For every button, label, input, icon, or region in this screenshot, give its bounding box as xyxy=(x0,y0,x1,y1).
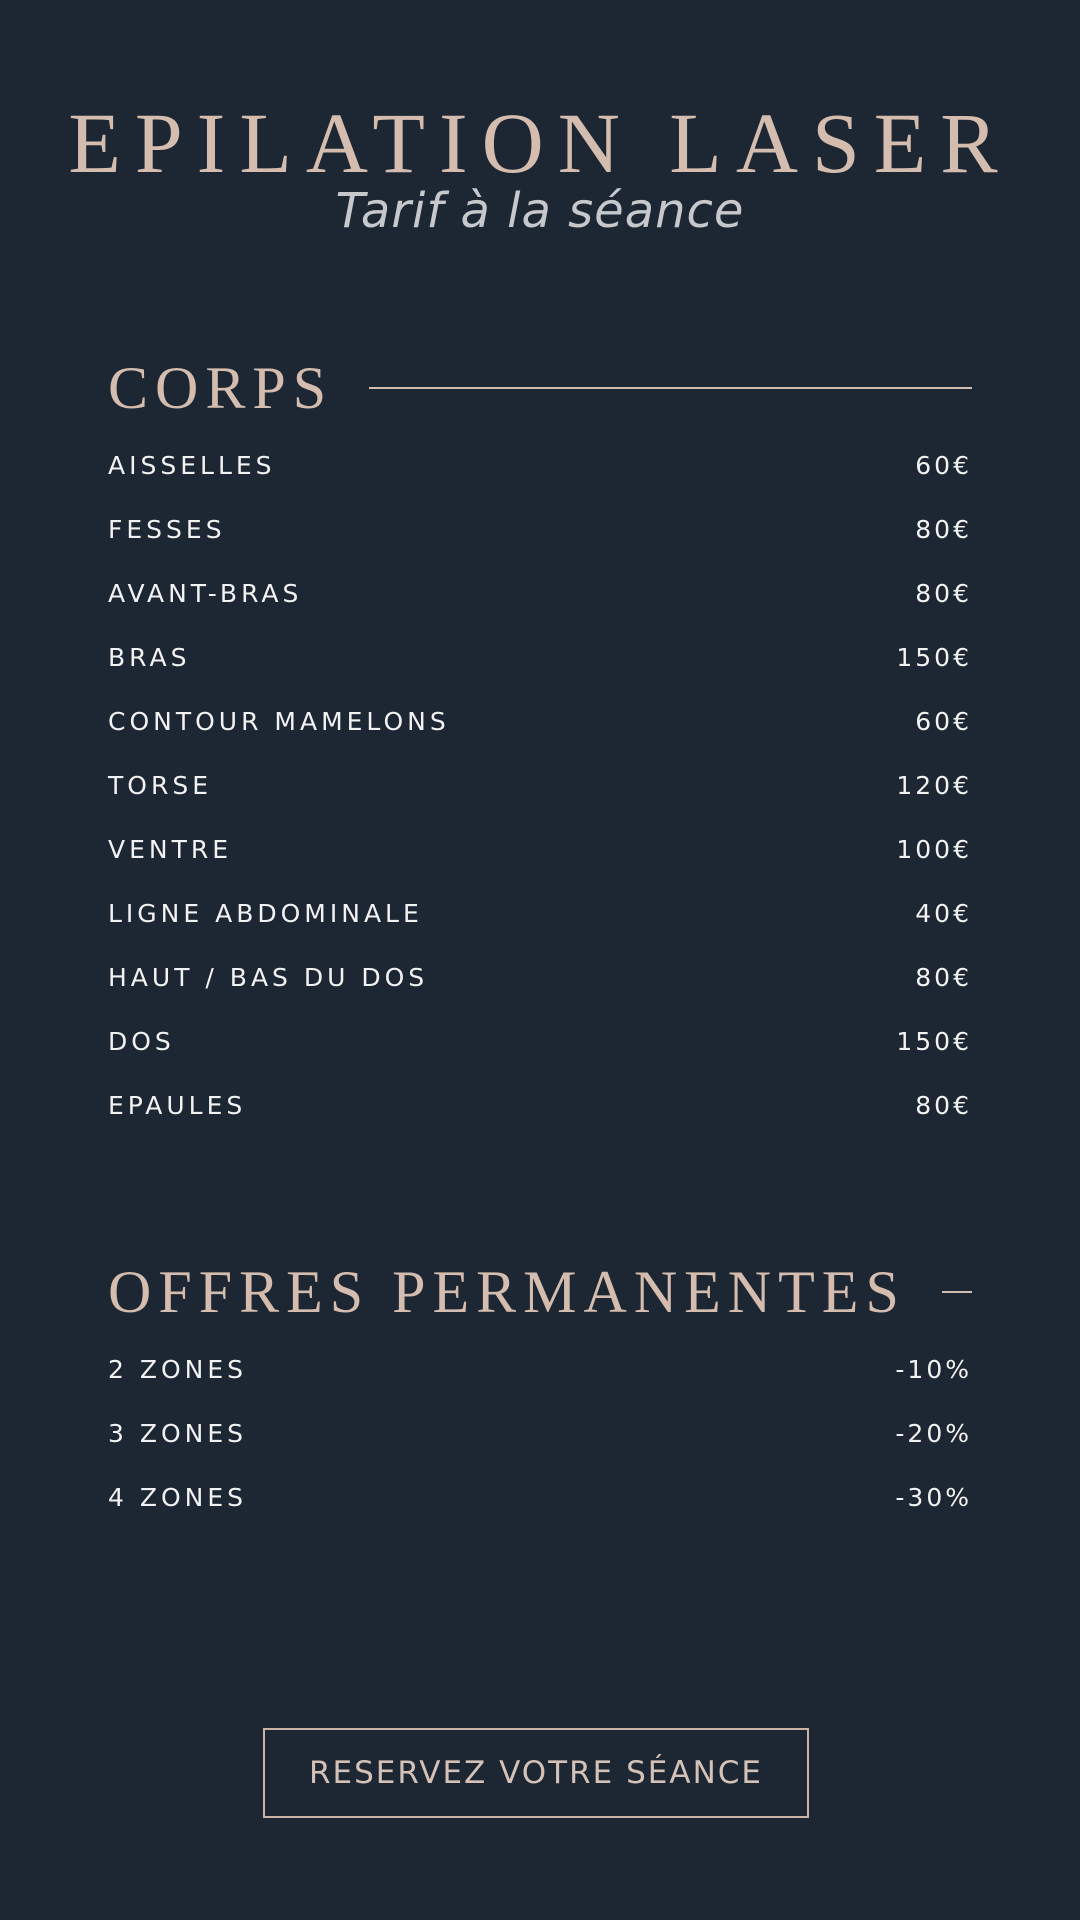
offer-row xyxy=(108,1337,972,1401)
item-price: 80€ xyxy=(915,962,972,992)
price-row xyxy=(108,561,972,625)
item-price: 60€ xyxy=(915,450,972,480)
section-title-offres: OFFRES PERMANENTES xyxy=(108,1259,906,1325)
item-price: 150€ xyxy=(896,1026,972,1056)
page-title: EPILATION LASER xyxy=(68,95,1012,191)
offer-label: 2 ZONES xyxy=(108,1354,248,1384)
item-price: 80€ xyxy=(915,578,972,608)
section-header-corps xyxy=(108,348,972,428)
price-row xyxy=(108,433,972,497)
item-label: DOS xyxy=(108,1026,175,1056)
section-title-corps: CORPS xyxy=(108,355,334,421)
offres-price-list xyxy=(108,1337,972,1529)
offer-discount: -10% xyxy=(895,1354,972,1384)
offer-label: 3 ZONES xyxy=(108,1418,248,1448)
item-label: LIGNE ABDOMINALE xyxy=(108,898,423,928)
item-price: 120€ xyxy=(896,770,972,800)
reserve-session-button[interactable]: RESERVEZ VOTRE SÉANCE xyxy=(263,1728,809,1818)
price-row xyxy=(108,817,972,881)
item-label: AISSELLES xyxy=(108,450,276,480)
section-header-offres xyxy=(108,1252,972,1332)
price-row xyxy=(108,689,972,753)
item-label: CONTOUR MAMELONS xyxy=(108,706,450,736)
item-label: TORSE xyxy=(108,770,212,800)
offer-label: 4 ZONES xyxy=(108,1482,248,1512)
price-row xyxy=(108,1073,972,1137)
item-price: 100€ xyxy=(896,834,972,864)
item-label: EPAULES xyxy=(108,1090,247,1120)
item-label: FESSES xyxy=(108,514,226,544)
item-label: VENTRE xyxy=(108,834,233,864)
page-subtitle: Tarif à la séance xyxy=(335,183,745,239)
item-price: 80€ xyxy=(915,514,972,544)
item-price: 80€ xyxy=(915,1090,972,1120)
price-row xyxy=(108,945,972,1009)
item-price: 60€ xyxy=(915,706,972,736)
item-label: AVANT-BRAS xyxy=(108,578,303,608)
item-price: 150€ xyxy=(896,642,972,672)
price-row xyxy=(108,625,972,689)
section-divider xyxy=(369,387,972,389)
item-label: BRAS xyxy=(108,642,191,672)
offer-discount: -30% xyxy=(895,1482,972,1512)
price-row xyxy=(108,1009,972,1073)
section-divider xyxy=(942,1291,972,1293)
offer-discount: -20% xyxy=(895,1418,972,1448)
offer-row xyxy=(108,1401,972,1465)
offer-row xyxy=(108,1465,972,1529)
price-row xyxy=(108,753,972,817)
item-label: HAUT / BAS DU DOS xyxy=(108,962,429,992)
item-price: 40€ xyxy=(915,898,972,928)
corps-price-list xyxy=(108,433,972,1137)
price-row xyxy=(108,881,972,945)
price-row xyxy=(108,497,972,561)
